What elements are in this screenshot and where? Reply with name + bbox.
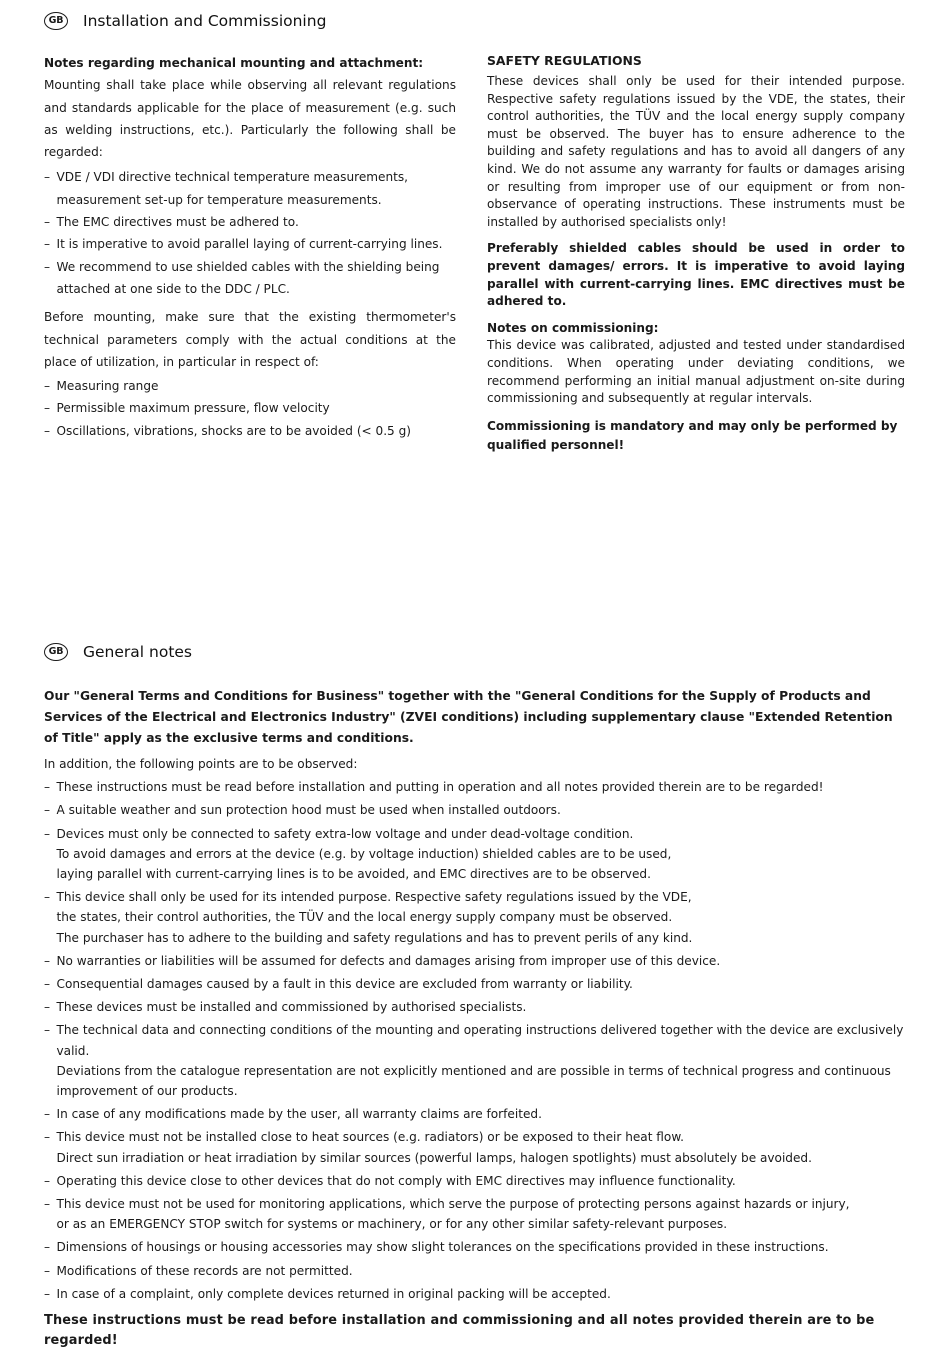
list-item: – Devices must only be connected to safety extra-low voltage and under dead-voltage condition. To avoid damages and errors at the device (e.g. by voltage induction) shielded cables are to be used, laying parallel with current-carrying lines is to be avoided, and EMC directives are to be observed. [44, 824, 910, 885]
commissioning-heading: Notes on commissioning: [487, 320, 659, 335]
shielded-cables-note: Preferably shielded cables should be used in order to prevent damages/ errors. It is imperative to avoid laying parallel with current-carrying lines. EMC directives must be adhered to. [487, 241, 905, 309]
list-item: – A suitable weather and sun protection hood must be used when installed outdoors. [44, 800, 910, 820]
general-notes-list [44, 777, 910, 1304]
list-item: – No warranties or liabilities will be assumed for defects and damages arising from improper use of this device. [44, 951, 910, 971]
gb-language-badge: GB [44, 643, 68, 661]
list-item: – Measuring range [44, 375, 456, 397]
commissioning-text: This device was calibrated, adjusted and tested under standardised conditions. When operating under deviating conditions, we recommend performing an initial manual adjustment on-site during commissioning and subsequently at regular intervals. [487, 338, 905, 406]
gb-language-badge: GB [44, 12, 68, 30]
list-item: – This device shall only be used for its intended purpose. Respective safety regulations issued by the VDE, the states, their control authorities, the TÜV and the local energy supply company must be observed. The purchaser has to adhere to the building and safety regulations and has to prevent perils of any kind. [44, 887, 910, 948]
safety-heading: SAFETY REGULATIONS [487, 53, 642, 68]
list-item: – Oscillations, vibrations, shocks are to be avoided (< 0.5 g) [44, 420, 456, 442]
list-item: – This device must not be used for monitoring applications, which serve the purpose of protecting persons against hazards or injury, or as an EMERGENCY STOP switch for systems or machinery, or for any other similar safety-relevant purposes. [44, 1194, 910, 1234]
list-item: – Operating this device close to other devices that do not comply with EMC directives may influence functionality. [44, 1171, 910, 1191]
mounting-column [44, 52, 456, 442]
list-item: – We recommend to use shielded cables with the shielding being attached at one side to the DDC / PLC. [44, 256, 456, 301]
list-item: – It is imperative to avoid parallel laying of current-carrying lines. [44, 233, 456, 255]
section-heading-installation [44, 12, 326, 30]
commissioning-mandatory-note: Commissioning is mandatory and may only be performed by qualified personnel! [487, 418, 898, 452]
list-item: – In case of a complaint, only complete devices returned in original packing will be accepted. [44, 1284, 910, 1304]
general-notes [44, 686, 910, 1351]
additional-points-lead: In addition, the following points are to be observed: [44, 757, 358, 771]
safety-column [487, 52, 905, 455]
mounting-intro: Mounting shall take place while observing all relevant regulations and standards applicable for the place of measurement (e.g. such as welding instructions, etc.). Particularly the following shall be regarded: [44, 78, 456, 160]
mounting-heading: Notes regarding mechanical mounting and attachment: [44, 56, 424, 70]
mounting-regulations-list [44, 166, 456, 300]
list-item: – Consequential damages caused by a fault in this device are excluded from warranty or liability. [44, 974, 910, 994]
list-item: – The EMC directives must be adhered to. [44, 211, 456, 233]
list-item: – This device must not be installed close to heat sources (e.g. radiators) or be exposed to their heat flow. Direct sun irradiation or heat irradiation by similar sources (powerful lamps, halogen spotlights) must absolutely be avoided. [44, 1127, 910, 1167]
section-heading-general-notes [44, 643, 192, 661]
list-item: – Permissible maximum pressure, flow velocity [44, 397, 456, 419]
list-item: – Dimensions of housings or housing accessories may show slight tolerances on the specifications provided in these instructions. [44, 1237, 910, 1257]
list-item: – The technical data and connecting conditions of the mounting and operating instructions delivered together with the device are exclusively valid. Deviations from the catalogue representation are not explicitly mentioned and are possible in terms of technical progress and continuous improvement of our products. [44, 1020, 910, 1101]
list-item: – These devices must be installed and commissioned by authorised specialists. [44, 997, 910, 1017]
list-item: – Modifications of these records are not permitted. [44, 1261, 910, 1281]
pre-mounting-check: Before mounting, make sure that the existing thermometer's technical parameters comply with the actual conditions at the place of utilization, in particular in respect of: [44, 310, 456, 369]
parameter-list [44, 375, 456, 442]
list-item: – VDE / VDI directive technical temperature measurements, measurement set-up for temperature measurements. [44, 166, 456, 211]
list-item: – These instructions must be read before installation and putting in operation and all notes provided therein are to be regarded! [44, 777, 910, 797]
final-instruction: These instructions must be read before installation and commissioning and all notes provided therein are to be regarded! [44, 1313, 875, 1349]
section-title: General notes [83, 643, 193, 661]
safety-text: These devices shall only be used for their intended purpose. Respective safety regulations issued by the VDE, the states, their control authorities, the TÜV and the local energy supply company must be observed. The buyer has to ensure adherence to the building and safety regulations and has to avoid all dangers of any kind. We do not assume any warranty for faults or damages arising or resulting from improper use of our equipment or from non-observance of operating instructions. These instruments must be installed by authorised specialists only! [487, 74, 905, 229]
section-title: Installation and Commissioning [83, 12, 327, 30]
terms-and-conditions: Our "General Terms and Conditions for Business" together with the "General Conditions for the Supply of Products and Services of the Electrical and Electronics Industry" (ZVEI conditions) including supplementary clause "Extended Retention of Title" apply as the exclusive terms and conditions. [44, 689, 893, 745]
list-item: – In case of any modifications made by the user, all warranty claims are forfeited. [44, 1104, 910, 1124]
